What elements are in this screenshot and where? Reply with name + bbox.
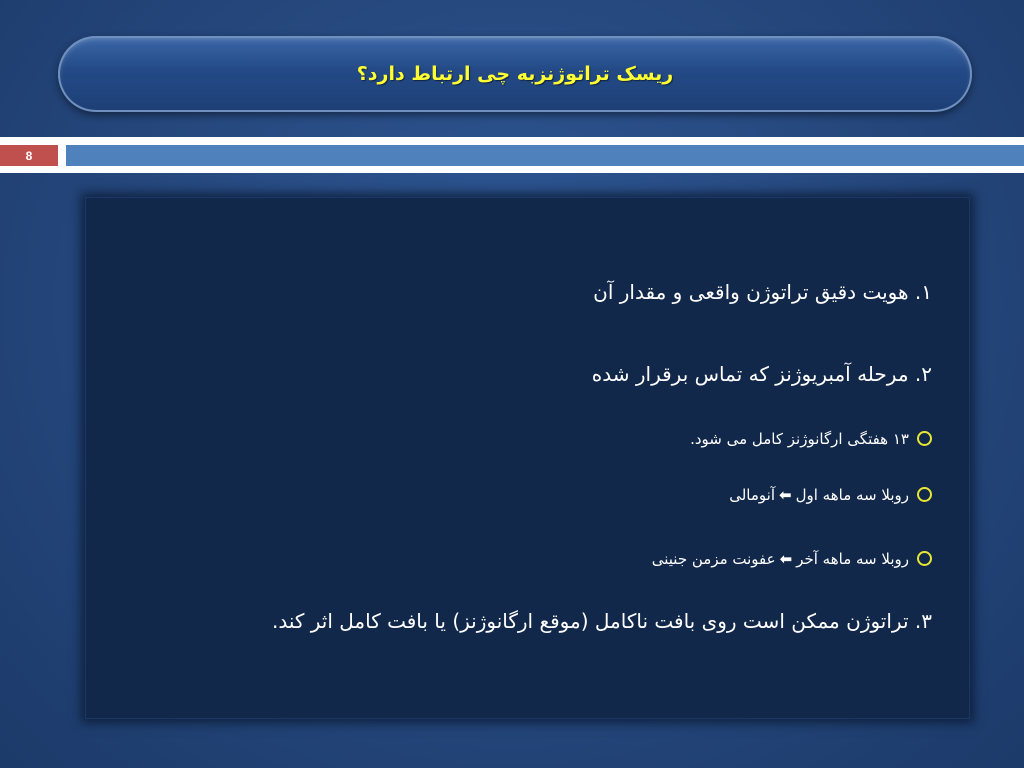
list-item-1 xyxy=(593,280,932,304)
list-item-3 xyxy=(272,609,932,633)
sub-item-1 xyxy=(690,430,932,448)
content-panel xyxy=(85,197,970,719)
header-bar xyxy=(0,142,1024,169)
hollow-circle-bullet-icon xyxy=(917,487,932,502)
left-arrow-icon: ⬅ xyxy=(779,550,793,568)
list-item-3-text: ۳. تراتوژن ممکن است روی بافت ناکامل (موقع ارگانوژنز) یا بافت کامل اثر کند. xyxy=(271,609,932,633)
hollow-circle-bullet-icon xyxy=(917,431,932,446)
divider-bottom xyxy=(0,169,1024,173)
list-item-2 xyxy=(592,362,932,386)
sub-item-1-text: ۱۳ هفتگی ارگانوژنز کامل می شود. xyxy=(690,430,909,448)
accent-bar xyxy=(66,145,1024,166)
list-item-1-text: ۱. هویت دقیق تراتوژن واقعی و مقدار آن xyxy=(593,280,932,304)
slide-number: 8 xyxy=(0,145,58,166)
left-arrow-icon: ⬅ xyxy=(779,486,792,504)
title-banner xyxy=(58,36,972,112)
slide-title: ریسک تراتوژنزبه چی ارتباط دارد؟ xyxy=(356,63,674,85)
hollow-circle-bullet-icon xyxy=(917,551,932,566)
sub-item-3 xyxy=(652,550,932,568)
list-item-2-text: ۲. مرحله آمبریوژنز که تماس برقرار شده xyxy=(591,362,932,386)
sub-item-3-text-a: روبلا سه ماهه آخر xyxy=(796,550,909,568)
sub-item-2 xyxy=(729,486,932,504)
sub-item-3-text-b: عفونت مزمن جنینی xyxy=(651,550,776,568)
sub-item-2-text-b: آنومالی xyxy=(729,486,776,504)
sub-item-2-text-a: روبلا سه ماهه اول xyxy=(795,486,909,504)
